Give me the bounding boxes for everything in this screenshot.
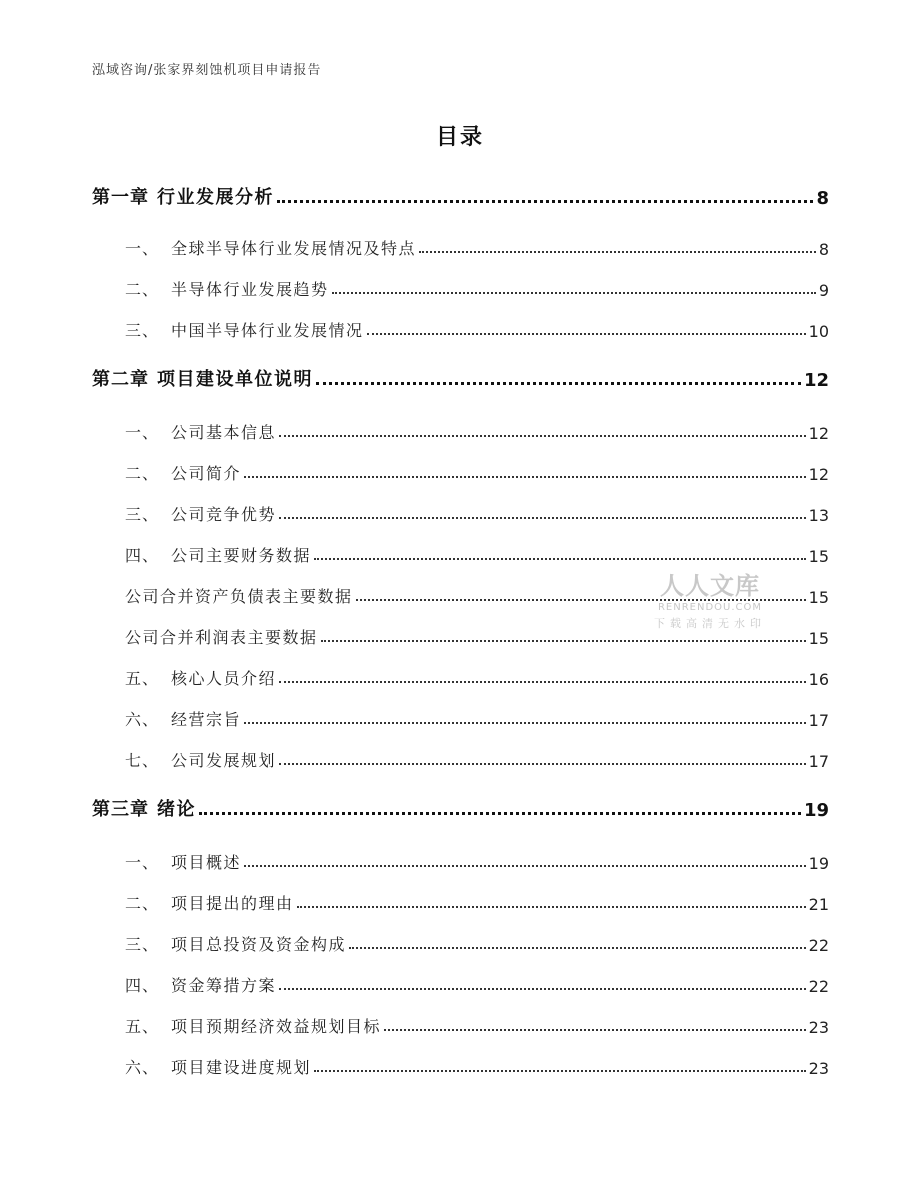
- toc-chapter-2[interactable]: [92, 361, 829, 391]
- toc-entry[interactable]: [125, 536, 829, 566]
- toc-label: 项目建设进度规划: [171, 1058, 312, 1077]
- toc-label: 核心人员介绍: [171, 669, 277, 688]
- toc-page: 17: [808, 711, 829, 730]
- toc-label: 项目总投资及资金构成: [171, 935, 347, 954]
- watermark-url: RENRENDOU.COM: [657, 602, 763, 613]
- toc-number: 四、: [125, 546, 160, 565]
- toc-page: 15: [808, 588, 829, 607]
- toc-label: 公司基本信息: [171, 423, 277, 442]
- toc-page: 15: [808, 629, 829, 648]
- toc-page: 16: [808, 670, 829, 689]
- toc-number: 三、: [125, 935, 160, 954]
- dot-leader: [279, 988, 806, 990]
- dot-leader: [297, 906, 806, 908]
- dot-leader: [316, 382, 801, 385]
- toc-page: 12: [808, 465, 829, 484]
- toc-number: 第一章: [92, 187, 149, 208]
- toc-entry[interactable]: [125, 495, 829, 525]
- toc-page: 17: [808, 752, 829, 771]
- toc-entry[interactable]: [125, 966, 829, 996]
- toc-number: 五、: [125, 1017, 160, 1036]
- toc-page: 10: [808, 322, 829, 341]
- toc-label: 项目建设单位说明: [157, 369, 313, 390]
- toc-number: 七、: [125, 751, 160, 770]
- toc-entry[interactable]: [125, 454, 829, 484]
- toc-entry[interactable]: [125, 700, 829, 730]
- toc-label: 项目概述: [171, 853, 242, 872]
- watermark-logo-text: 人人文库: [660, 572, 760, 600]
- page-title: 目录: [435, 125, 484, 150]
- toc-number: 二、: [125, 464, 160, 483]
- toc-number: 五、: [125, 669, 160, 688]
- dot-leader: [367, 333, 806, 335]
- toc-entry[interactable]: [125, 413, 829, 443]
- toc-page: 19: [808, 854, 829, 873]
- dot-leader: [349, 947, 806, 949]
- dot-leader: [279, 517, 806, 519]
- toc-entry[interactable]: [125, 270, 829, 300]
- toc-label: 全球半导体行业发展情况及特点: [171, 239, 417, 258]
- toc-number: 三、: [125, 505, 160, 524]
- toc-number: 二、: [125, 894, 160, 913]
- dot-leader: [279, 763, 806, 765]
- toc-entry[interactable]: [125, 843, 829, 873]
- toc-number: 六、: [125, 710, 160, 729]
- toc-number: 一、: [125, 853, 160, 872]
- dot-leader: [384, 1029, 806, 1031]
- watermark-tagline: 下载高清无水印: [654, 617, 766, 630]
- dot-leader: [419, 251, 816, 253]
- toc-entry[interactable]: [125, 925, 829, 955]
- toc-page: 9: [818, 281, 829, 300]
- toc-label: 公司主要财务数据: [171, 546, 312, 565]
- toc-label: 公司合并资产负债表主要数据: [125, 587, 353, 606]
- toc-label: 公司发展规划: [171, 751, 277, 770]
- toc-page: 12: [808, 424, 829, 443]
- toc-page: 8: [818, 240, 829, 259]
- toc-chapter-1[interactable]: [92, 179, 829, 209]
- toc-number: 一、: [125, 239, 160, 258]
- toc-entry[interactable]: [125, 741, 829, 771]
- toc-page: 13: [808, 506, 829, 525]
- toc-entry[interactable]: [125, 1048, 829, 1078]
- toc-entry[interactable]: [125, 884, 829, 914]
- toc-page: 22: [808, 936, 829, 955]
- toc-label: 公司合并利润表主要数据: [125, 628, 318, 647]
- toc-page: 8: [816, 188, 829, 209]
- toc-label: 公司竞争优势: [171, 505, 277, 524]
- watermark: [640, 566, 780, 631]
- dot-leader: [244, 865, 806, 867]
- toc-number: 一、: [125, 423, 160, 442]
- dot-leader: [321, 640, 806, 642]
- toc-number: 六、: [125, 1058, 160, 1077]
- toc-page: 22: [808, 977, 829, 996]
- dot-leader: [277, 200, 813, 203]
- toc-page: 21: [808, 895, 829, 914]
- dot-leader: [244, 722, 806, 724]
- toc-page: 15: [808, 547, 829, 566]
- toc-number: 三、: [125, 321, 160, 340]
- toc-label: 行业发展分析: [157, 187, 274, 208]
- dot-leader: [314, 558, 806, 560]
- toc-entry[interactable]: [125, 1007, 829, 1037]
- toc-number: 第二章: [92, 369, 149, 390]
- dot-leader: [332, 292, 816, 294]
- toc-label: 资金筹措方案: [171, 976, 277, 995]
- dot-leader: [314, 1070, 806, 1072]
- toc-label: 半导体行业发展趋势: [171, 280, 329, 299]
- toc-page: 23: [808, 1059, 829, 1078]
- toc-page: 12: [803, 370, 829, 391]
- toc-label: 绪论: [157, 799, 196, 820]
- toc-label: 中国半导体行业发展情况: [171, 321, 364, 340]
- dot-leader: [279, 435, 806, 437]
- toc-label: 公司简介: [171, 464, 242, 483]
- toc-page: 23: [808, 1018, 829, 1037]
- dot-leader: [279, 681, 806, 683]
- toc-entry[interactable]: [125, 229, 829, 259]
- toc-chapter-3[interactable]: [92, 791, 829, 821]
- toc-number: 二、: [125, 280, 160, 299]
- toc-label: 项目提出的理由: [171, 894, 294, 913]
- toc-number: 第三章: [92, 799, 149, 820]
- toc-entry[interactable]: [125, 659, 829, 689]
- toc-page: 19: [803, 800, 829, 821]
- running-header: 泓域咨询/张家界刻蚀机项目申请报告: [92, 63, 322, 78]
- toc-number: 四、: [125, 976, 160, 995]
- toc-entry[interactable]: [125, 311, 829, 341]
- dot-leader: [244, 476, 806, 478]
- dot-leader: [199, 812, 801, 815]
- toc-label: 项目预期经济效益规划目标: [171, 1017, 382, 1036]
- toc-label: 经营宗旨: [171, 710, 242, 729]
